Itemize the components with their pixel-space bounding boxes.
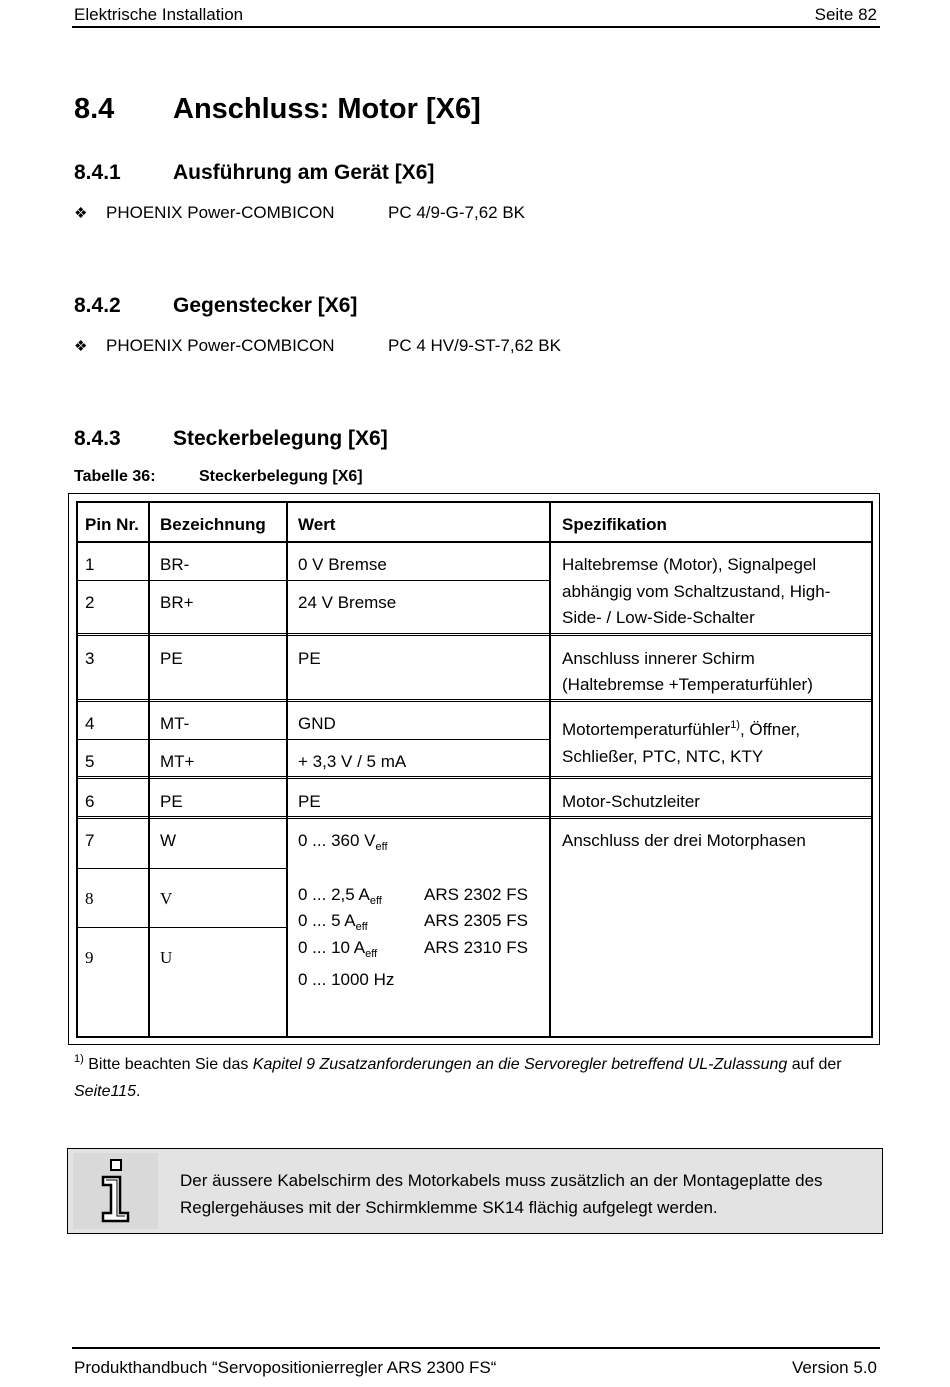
pin-value: PE bbox=[298, 792, 321, 811]
pin-value: + 3,3 V / 5 mA bbox=[298, 752, 407, 771]
section-number: 8.4 bbox=[74, 93, 115, 125]
column-header: Bezeichnung bbox=[160, 515, 266, 534]
row-divider bbox=[77, 541, 872, 543]
row-divider bbox=[77, 580, 550, 581]
connector-type: PC 4/9-G-7,62 BK bbox=[388, 203, 526, 222]
row-divider bbox=[77, 816, 872, 819]
footnote-mark: 1) bbox=[730, 719, 740, 731]
phase-current: 0 ... 10 $A_{eff}$ bbox=[298, 938, 378, 960]
pin-value: PE bbox=[298, 649, 321, 668]
pin-number: 3 bbox=[85, 649, 95, 668]
page-reference: Seite115 bbox=[74, 1083, 136, 1100]
subsection-2-number: 8.4.2 bbox=[74, 294, 121, 317]
pin-value: GND bbox=[298, 714, 336, 733]
column-divider bbox=[148, 502, 150, 1037]
column-header: Wert bbox=[298, 515, 336, 534]
header-title: Elektrische Installation bbox=[74, 5, 244, 24]
subsection-2-title: Gegenstecker [X6] bbox=[173, 294, 358, 317]
pin-number: 7 bbox=[85, 831, 95, 850]
page-number: Seite 82 bbox=[814, 5, 877, 24]
spec-text: abhängig vom Schaltzustand, High- bbox=[562, 582, 831, 601]
connector-name: PHOENIX Power-COMBICON bbox=[106, 203, 335, 222]
pin-name: BR+ bbox=[160, 593, 194, 612]
subsection-3-title: Steckerbelegung [X6] bbox=[173, 427, 388, 450]
pin-number: 4 bbox=[85, 714, 95, 733]
spec-text: Anschluss innerer Schirm bbox=[562, 649, 755, 668]
pin-number: 5 bbox=[85, 752, 95, 771]
row-divider bbox=[77, 776, 872, 779]
mating-connector-name: PHOENIX Power-COMBICON bbox=[106, 336, 335, 355]
row-divider bbox=[77, 739, 550, 740]
pin-number: 1 bbox=[85, 555, 95, 574]
header-rule bbox=[72, 26, 880, 28]
device-model: ARS 2305 FS bbox=[424, 911, 528, 930]
column-header: Spezifikation bbox=[562, 515, 667, 534]
row-divider bbox=[77, 699, 872, 702]
column-divider bbox=[549, 502, 551, 1037]
phase-voltage: 0 ... 360 $V_{eff}$ bbox=[298, 831, 388, 853]
spec-text: Motor-Schutzleiter bbox=[562, 792, 700, 811]
pin-value: 24 V Bremse bbox=[298, 593, 397, 612]
footnote-mark: 1) bbox=[74, 1053, 84, 1065]
pin-name: PE bbox=[160, 649, 183, 668]
pin-number: 6 bbox=[85, 792, 95, 811]
spec-text: Motortemperaturfühler$^{1)}$, Öffner, bbox=[562, 719, 801, 739]
footnote: $^{1)}$ Bitte beachten Sie das Kapitel 9 Zusatzanforderungen an die Servoregler betreffend UL-Zulassung auf der Seite115. bbox=[74, 1053, 842, 1100]
footer-title: Produkthandbuch “Servopositionierregler ARS 2300 FS“ bbox=[74, 1358, 497, 1377]
row-divider bbox=[77, 868, 287, 869]
pin-number: 2 bbox=[85, 593, 95, 612]
subsection-1-number: 8.4.1 bbox=[74, 161, 121, 184]
spec-text: Anschluss der drei Motorphasen bbox=[562, 831, 806, 850]
pin-number: 9 bbox=[85, 948, 94, 967]
row-divider bbox=[77, 633, 872, 636]
note-text: Der äussere Kabelschirm des Motorkabels muss zusätzlich an der Montageplatte des Reglergehäuses mit der Schirmklemme SK14 flächig aufgelegt werden. bbox=[180, 1171, 823, 1217]
device-model: ARS 2302 FS bbox=[424, 885, 528, 904]
bullet-diamond-icon: ❖ bbox=[74, 338, 88, 355]
phase-current: 0 ... 5 $A_{eff}$ bbox=[298, 911, 368, 933]
table-caption-title: Steckerbelegung [X6] bbox=[199, 468, 363, 485]
pin-name: PE bbox=[160, 792, 183, 811]
phase-current: 0 ... 2,5 $A_{eff}$ bbox=[298, 885, 382, 907]
column-header: Pin Nr. bbox=[85, 515, 139, 534]
section-title: Anschluss: Motor [X6] bbox=[173, 93, 481, 125]
subsection-1-title: Ausführung am Gerät [X6] bbox=[173, 161, 435, 184]
spec-text: Haltebremse (Motor), Signalpegel bbox=[562, 555, 817, 574]
device-model: ARS 2310 FS bbox=[424, 938, 528, 957]
footer-rule bbox=[72, 1347, 880, 1349]
bullet-diamond-icon: ❖ bbox=[74, 205, 88, 222]
subsection-3-number: 8.4.3 bbox=[74, 427, 121, 450]
footer-version: Version 5.0 bbox=[791, 1358, 877, 1377]
pin-name: BR- bbox=[160, 555, 190, 574]
pin-name: W bbox=[160, 831, 177, 850]
mating-connector-type: PC 4 HV/9-ST-7,62 BK bbox=[388, 336, 561, 355]
column-divider bbox=[286, 502, 288, 1037]
table-caption-label: Tabelle 36: bbox=[74, 468, 156, 485]
output-frequency: 0 ... 1000 Hz bbox=[298, 970, 395, 989]
row-divider bbox=[77, 927, 287, 928]
spec-text: Schließer, PTC, NTC, KTY bbox=[562, 747, 764, 766]
spec-text: (Haltebremse +Temperaturfühler) bbox=[562, 675, 813, 694]
spec-text: Side- / Low-Side-Schalter bbox=[562, 608, 755, 627]
pin-name: V bbox=[160, 889, 173, 908]
info-icon bbox=[73, 1153, 158, 1229]
pin-value: 0 V Bremse bbox=[298, 555, 387, 574]
pin-name: U bbox=[160, 948, 173, 967]
chapter-reference: Kapitel 9 Zusatzanforderungen an die Servoregler betreffend UL-Zulassung bbox=[252, 1056, 788, 1073]
pin-name: MT- bbox=[160, 714, 190, 733]
pin-name: MT+ bbox=[160, 752, 195, 771]
pin-number: 8 bbox=[85, 889, 94, 908]
